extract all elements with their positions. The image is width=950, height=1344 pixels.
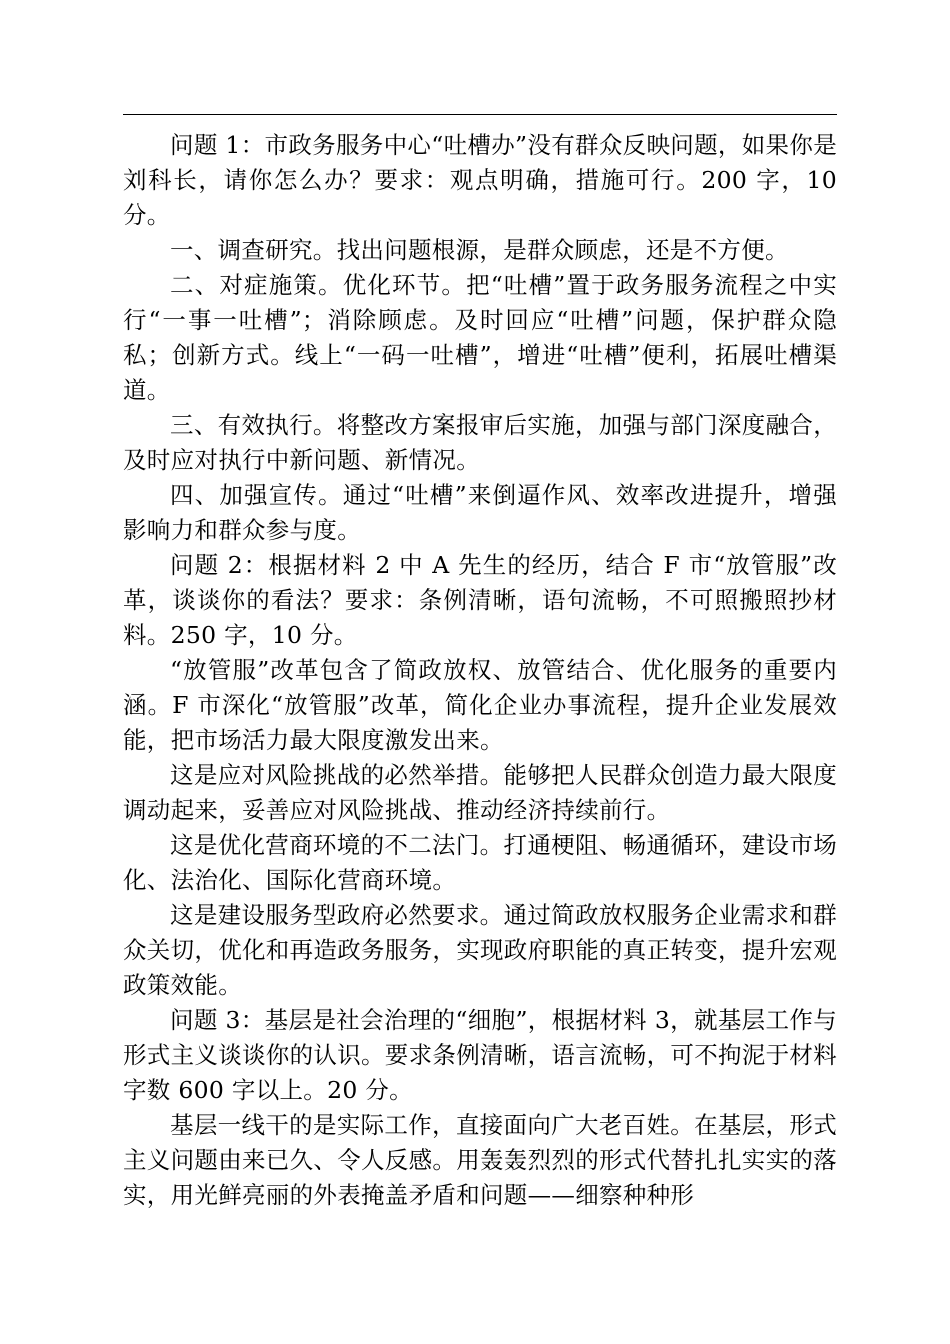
question-2-paragraph: 问题 2：根据材料 2 中 A 先生的经历，结合 F 市“放管服”改革，谈谈你的看法？要求：条例清晰，语句流畅，不可照搬照抄材料。250 字，10 分。 <box>123 551 837 649</box>
answer-2-intro: “放管服”改革包含了简政放权、放管结合、优化服务的重要内涵。F 市深化“放管服”改革，简化企业办事流程，提升企业发展效能，把市场活力最大限度激发出来。 <box>123 656 837 754</box>
answer-2-point-1: 这是应对风险挑战的必然举措。能够把人民群众创造力最大限度调动起来，妥善应对风险挑战、推动经济持续前行。 <box>123 761 837 824</box>
answer-1-point-1: 一、调查研究。找出问题根源，是群众顾虑，还是不方便。 <box>170 236 789 264</box>
header-rule <box>123 114 837 115</box>
question-3-paragraph: 问题 3：基层是社会治理的“细胞”，根据材料 3，就基层工作与形式主义谈谈你的认识。要求条例清晰，语言流畅，可不拘泥于材料字数 600 字以上。20 分。 <box>123 1006 837 1104</box>
answer-2-point-2: 这是优化营商环境的不二法门。打通梗阻、畅通循环，建设市场化、法治化、国际化营商环境。 <box>123 831 837 894</box>
answer-3-intro: 基层一线干的是实际工作，直接面向广大老百姓。在基层，形式主义问题由来已久、令人反感。用轰轰烈烈的形式代替扎扎实实的落实，用光鲜亮丽的外表掩盖矛盾和问题——细察种种形 <box>123 1111 837 1209</box>
answer-2-point-3: 这是建设服务型政府必然要求。通过简政放权服务企业需求和群众关切，优化和再造政务服务，实现政府职能的真正转变，提升宏观政策效能。 <box>123 901 837 999</box>
document-body <box>123 128 837 1213</box>
question-1-paragraph: 问题 1：市政务服务中心“吐槽办”没有群众反映问题，如果你是刘科长，请你怎么办？要求：观点明确，措施可行。200 字，10 分。 <box>123 131 837 229</box>
answer-1-point-4: 四、加强宣传。通过“吐槽”来倒逼作风、效率改进提升，增强影响力和群众参与度。 <box>123 481 837 544</box>
answer-1-point-2: 二、对症施策。优化环节。把“吐槽”置于政务服务流程之中实行“一事一吐槽”；消除顾虑。及时回应“吐槽”问题，保护群众隐私；创新方式。线上“一码一吐槽”，增进“吐槽”便利，拓展吐槽渠道。 <box>123 271 837 404</box>
answer-1-point-3: 三、有效执行。将整改方案报审后实施，加强与部门深度融合，及时应对执行中新问题、新情况。 <box>123 411 837 474</box>
